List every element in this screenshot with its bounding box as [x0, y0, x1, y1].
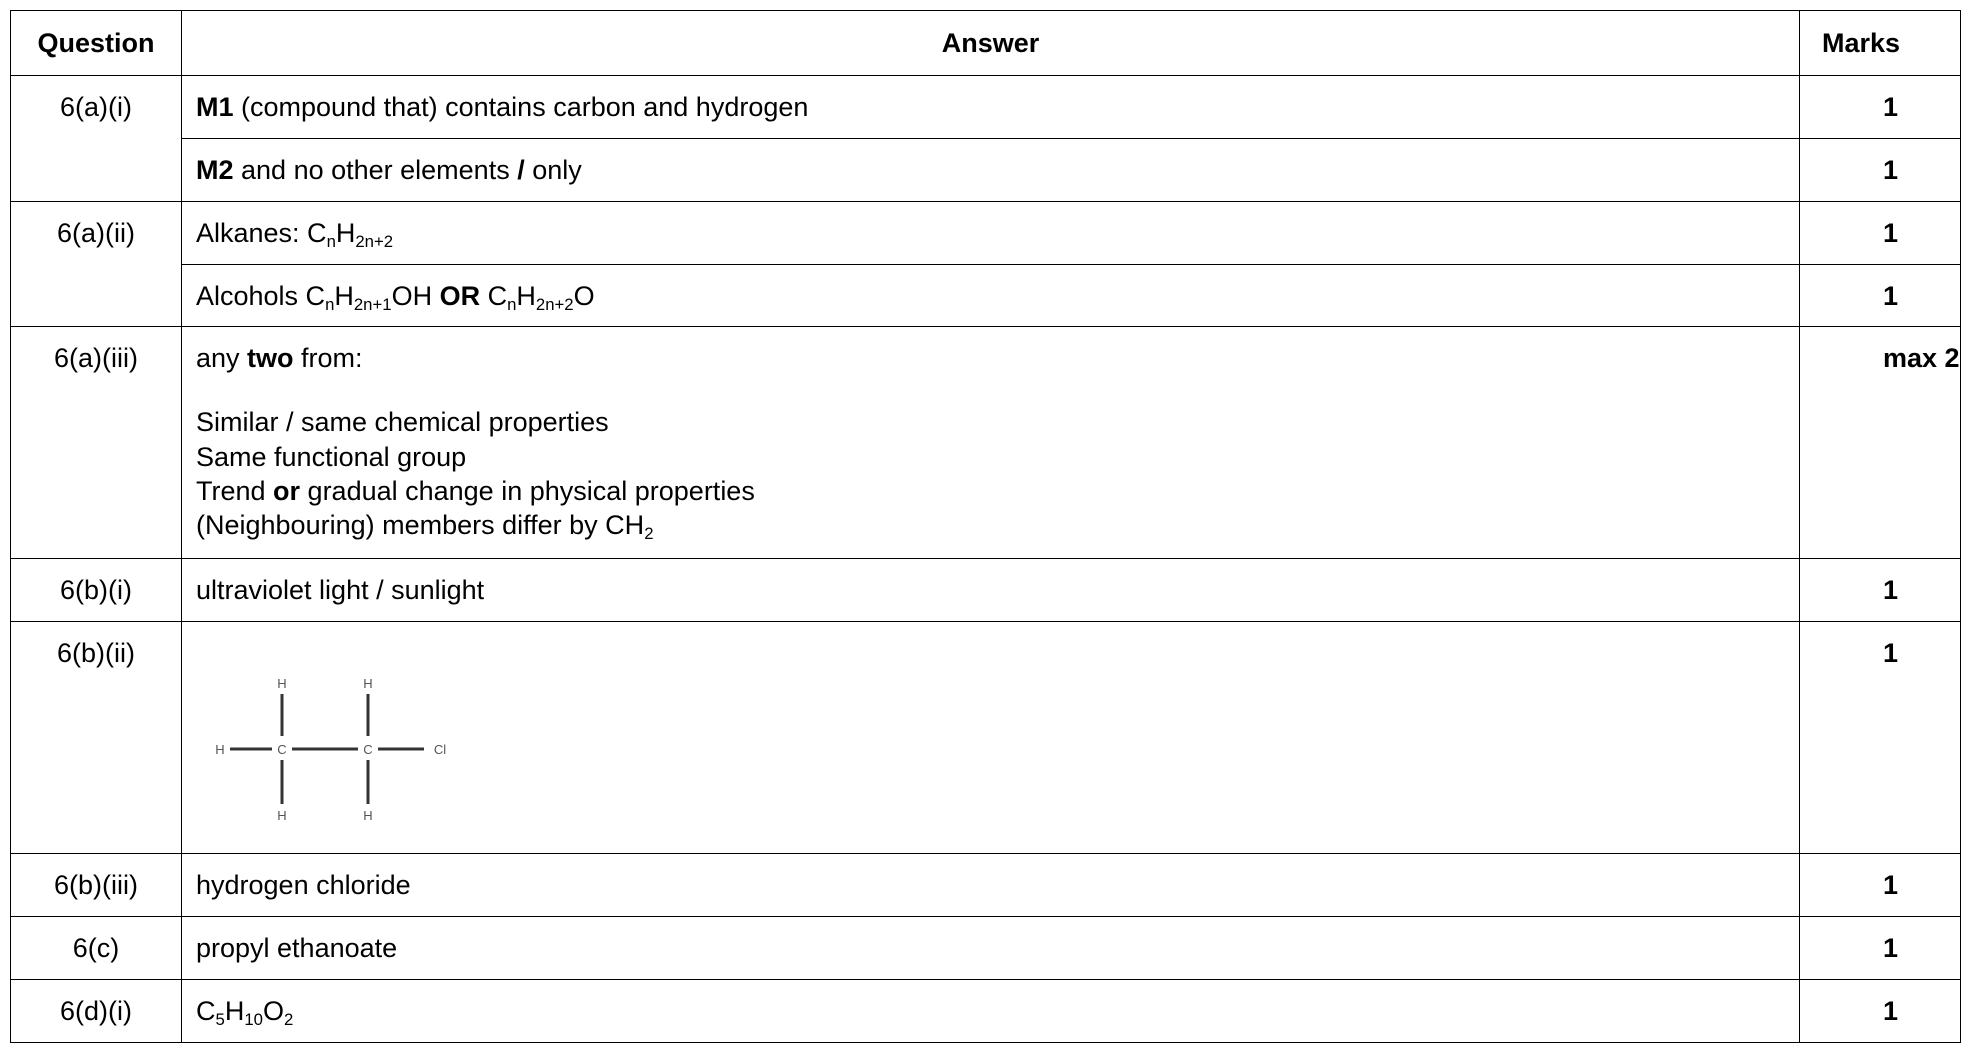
list-item: Trend or gradual change in physical properties — [196, 475, 755, 506]
atom-h: H — [363, 676, 373, 691]
question-number: 6(b)(ii) — [11, 622, 182, 854]
atom-cl: Cl — [433, 742, 447, 757]
marks-cell: 1 — [1800, 265, 1961, 327]
atom-h: H — [215, 742, 225, 757]
answer-column-header: Answer — [182, 11, 1800, 76]
marks-cell: 1 — [1800, 980, 1961, 1043]
atom-h: H — [277, 676, 287, 691]
answer-cell: Alcohols $C_nH_{2n+1}OH$ OR $C_nH_{2n+2}O$ — [182, 265, 1800, 327]
table-row — [11, 265, 1961, 327]
atom-c: C — [363, 742, 373, 757]
mark-scheme-page — [10, 10, 1960, 1060]
answer-cell: M1 (compound that) contains carbon and hydrogen — [182, 76, 1800, 139]
table-row — [11, 917, 1961, 980]
question-number: 6(a)(ii) — [11, 202, 182, 327]
table-row — [11, 854, 1961, 917]
answer-cell: hydrogen chloride — [182, 854, 1800, 917]
table-row — [11, 559, 1961, 622]
answer-cell: $C_5H_{10}O_2$ — [182, 980, 1800, 1043]
atom-h: H — [363, 808, 373, 823]
table-row — [11, 139, 1961, 202]
question-number: 6(a)(i) — [11, 76, 182, 202]
marks-cell: 1 — [1800, 917, 1961, 980]
question-number: 6(c) — [11, 917, 182, 980]
table-row — [11, 327, 1961, 559]
answer-cell: ultraviolet light / sunlight — [182, 559, 1800, 622]
atom-c: C — [277, 742, 287, 757]
marks-cell: 1 — [1800, 559, 1961, 622]
marks-cell: 1 — [1800, 202, 1961, 265]
table-row — [11, 76, 1961, 139]
marks-cell: max 2 — [1800, 327, 1961, 559]
atom-h: H — [277, 808, 287, 823]
table-row — [11, 622, 1961, 854]
question-number: 6(b)(i) — [11, 559, 182, 622]
answer-cell: M2 and no other elements / only — [182, 139, 1800, 202]
list-item: Similar / same chemical properties — [196, 407, 609, 438]
table-header-row — [11, 11, 1961, 76]
answer-cell: propyl ethanoate — [182, 917, 1800, 980]
table-row — [11, 980, 1961, 1043]
marks-cell: 1 — [1800, 76, 1961, 139]
question-number: 6(a)(iii) — [11, 327, 182, 559]
marks-cell: 1 — [1800, 854, 1961, 917]
mark-scheme-table — [10, 10, 1961, 1043]
question-number: 6(d)(i) — [11, 980, 182, 1043]
list-item: (Neighbouring) members differ by $CH_2$ — [196, 510, 654, 544]
list-item: Same functional group — [196, 441, 467, 472]
question-number: 6(b)(iii) — [11, 854, 182, 917]
answer-cell — [182, 622, 1800, 854]
marks-cell: 1 — [1800, 139, 1961, 202]
marks-cell: 1 — [1800, 622, 1961, 854]
answer-cell: any two from: Similar / same chemical properties Same functional group Trend or gradual change in physical properties (Neighbouring) members differ by $CH_2$ — [182, 327, 1800, 559]
table-row — [11, 202, 1961, 265]
answer-cell: Alkanes: $C_nH_{2n+2}$ — [182, 202, 1800, 265]
chloroethane-structure-diagram — [200, 664, 460, 824]
marks-column-header: Marks — [1800, 11, 1961, 76]
question-column-header: Question — [11, 11, 182, 76]
